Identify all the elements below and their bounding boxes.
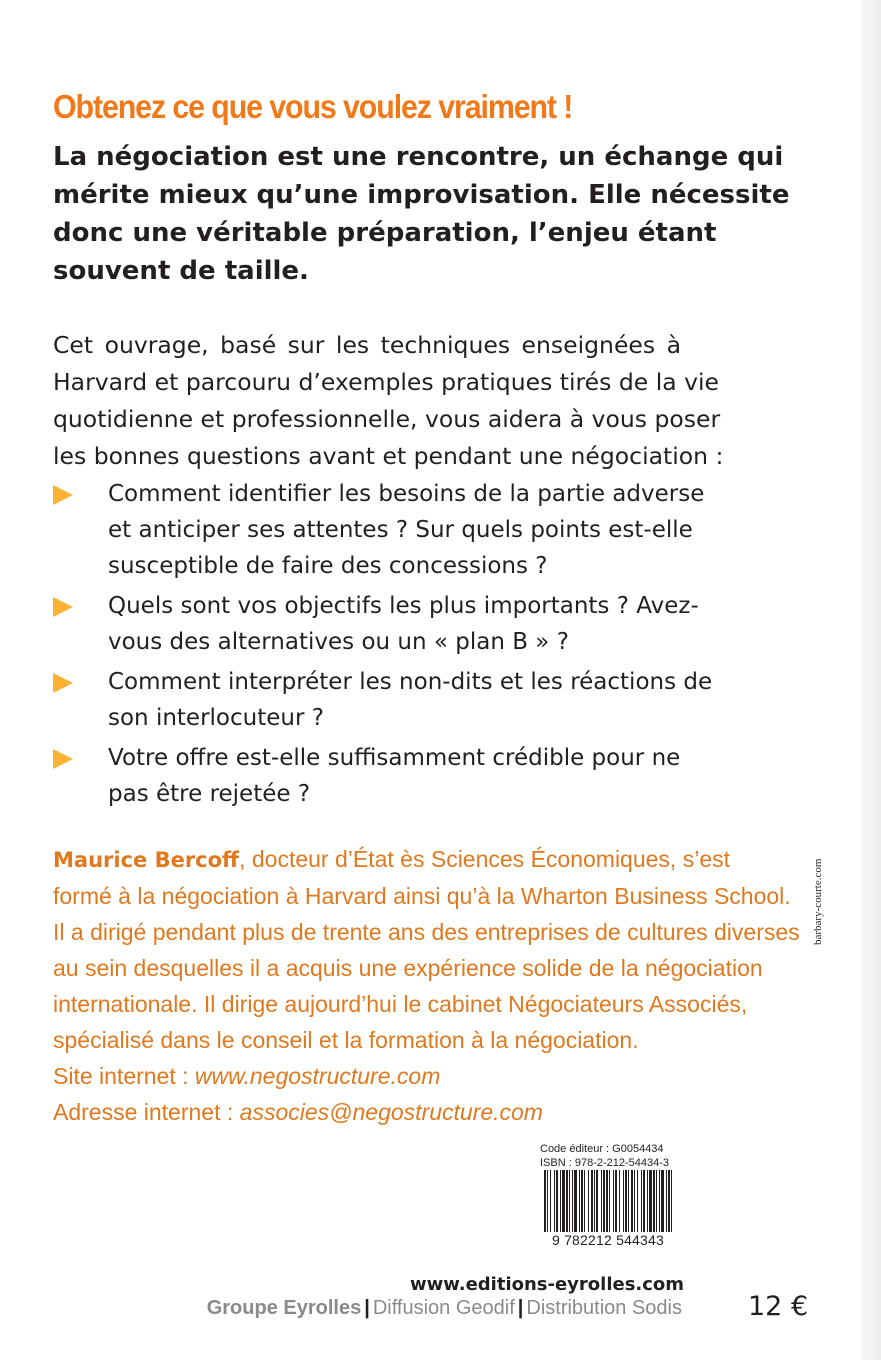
barcode-bar (615, 1170, 617, 1240)
barcode-bar (554, 1170, 555, 1240)
bio-line: Il a dirigé pendant plus de trente ans des entreprises de cultures diverses (53, 919, 800, 945)
bio-first-line (53, 841, 730, 878)
barcode-bar (653, 1170, 655, 1240)
barcode-bar (671, 1170, 672, 1240)
barcode-bar (591, 1170, 593, 1240)
triangle-right-icon (53, 485, 73, 505)
list-item-text (108, 664, 713, 736)
list-item-text (108, 588, 699, 660)
footer-separator: | (517, 1297, 524, 1319)
footer-distribution: Distribution Sodis (526, 1297, 682, 1319)
bio-line: spécialisé dans le conseil et la formation à la négociation. (53, 1027, 639, 1053)
list-item-line: Comment interpréter les non-dits et les réactions de (108, 669, 713, 695)
lead-line: donc une véritable préparation, l’enjeu étant (53, 218, 717, 248)
barcode-bar (641, 1170, 642, 1240)
barcode-bar (579, 1170, 580, 1240)
body-line: Cet ouvrage, basé sur les techniques enseignées à (53, 331, 681, 359)
barcode-bar (574, 1170, 577, 1240)
barcode-bar (594, 1170, 595, 1240)
barcode-bar (619, 1170, 620, 1240)
list-item-line: et anticiper ses attentes ? Sur quels points est-elle (108, 517, 693, 543)
publisher-codes (540, 1142, 680, 1170)
body-line: les bonnes questions avant et pendant une négociation : (53, 442, 724, 470)
body-line: Harvard et parcouru d’exemples pratiques tirés de la vie (53, 368, 719, 396)
list-item-line: pas être rejetée ? (108, 781, 311, 807)
site-link[interactable]: www.negostructure.com (194, 1063, 441, 1089)
footer-diffusion: Diffusion Geodif (372, 1297, 515, 1319)
footer-publisher: Groupe Eyrolles (206, 1297, 362, 1319)
email-label: Adresse internet : (53, 1099, 240, 1125)
footer-separator: | (364, 1297, 370, 1319)
list-item-text (108, 740, 683, 812)
bio-line: internationale. Il dirige aujourd’hui le cabinet Négociateurs Associés, (53, 991, 748, 1017)
barcode-bar (566, 1170, 568, 1240)
list-item-text (108, 476, 705, 584)
barcode-bar (609, 1170, 610, 1240)
list-item-line: Quels sont vos objectifs les plus importants ? Avez- (108, 593, 699, 619)
barcode-bar (647, 1170, 648, 1240)
site-label: Site internet : (53, 1063, 195, 1089)
barcode-bar (643, 1170, 645, 1240)
lead-line: souvent de taille. (53, 256, 309, 286)
list-item-line: Comment identifier les besoins de la partie adverse (108, 481, 705, 507)
barcode-bar (613, 1170, 614, 1240)
list-item-line: Votre offre est-elle suffisamment crédible pour ne (108, 745, 681, 771)
barcode-bar (656, 1170, 657, 1240)
price: 12 € (748, 1291, 809, 1322)
lead-line: mérite mieux qu’une improvisation. Elle nécessite (53, 180, 790, 210)
barcode-bar (581, 1170, 583, 1240)
barcode-bar (666, 1170, 667, 1240)
isbn: ISBN : 978-2-212-54434-3 (540, 1157, 670, 1169)
barcode-bar (569, 1170, 570, 1240)
barcode (534, 1170, 682, 1248)
barcode-bar (625, 1170, 627, 1240)
page-edge (861, 0, 881, 1360)
designer-credit: barbary-courte.com (812, 858, 824, 945)
triangle-right-icon (53, 597, 73, 617)
lead-line: La négociation est une rencontre, un échange qui (53, 142, 784, 172)
barcode-bar (560, 1170, 561, 1240)
barcode-bar (634, 1170, 635, 1240)
barcode-bar (649, 1170, 652, 1240)
barcode-bar (596, 1170, 598, 1240)
body-paragraph (53, 327, 724, 475)
barcode-bar (572, 1170, 573, 1240)
list-item-line: son interlocuteur ? (108, 705, 324, 731)
barcode-bar (637, 1170, 638, 1240)
publisher-website[interactable]: www.editions-eyrolles.com (410, 1274, 685, 1295)
barcode-bar (631, 1170, 633, 1240)
barcode-bar (562, 1170, 565, 1240)
triangle-right-icon (53, 673, 73, 693)
barcode-bar (556, 1170, 558, 1240)
headline: Obtenez ce que vous voulez vraiment ! (53, 88, 573, 125)
code-editeur: Code éditeur : G0054434 (540, 1143, 664, 1155)
bio-line: formé à la négociation à Harvard ainsi qu’à la Wharton Business School. (53, 883, 791, 909)
email-line (53, 1094, 693, 1130)
bio-text: , docteur d’État ès Sciences Économiques, s’est (239, 846, 730, 872)
author-bio (53, 841, 800, 1130)
barcode-bar (544, 1170, 546, 1240)
barcode-bar (547, 1170, 548, 1240)
barcode-bar (588, 1170, 589, 1240)
list-item-line: vous des alternatives ou un « plan B » ? (108, 629, 569, 655)
barcode-bar (584, 1170, 585, 1240)
author-name: Maurice Bercoff (53, 848, 240, 872)
barcode-number: 9 782212 544343 (534, 1232, 682, 1248)
barcode-bar (628, 1170, 629, 1240)
barcode-bar (603, 1170, 605, 1240)
barcode-bar (550, 1170, 551, 1240)
barcode-bar (661, 1170, 664, 1240)
barcode-bar (623, 1170, 624, 1240)
barcode-bar (668, 1170, 670, 1240)
barcode-bar (601, 1170, 602, 1240)
site-line (53, 1058, 693, 1094)
lead-paragraph (53, 138, 790, 290)
triangle-right-icon (53, 749, 73, 769)
email-link[interactable]: associes@negostructure.com (239, 1099, 543, 1125)
list-item-line: susceptible de faire des concessions ? (108, 553, 548, 579)
barcode-bar (659, 1170, 660, 1240)
body-line: quotidienne et professionnelle, vous aidera à vous poser (53, 405, 721, 433)
footer-credits (200, 1297, 682, 1320)
bio-line: au sein desquelles il a acquis une expérience solide de la négociation (53, 955, 763, 981)
barcode-bar (606, 1170, 608, 1240)
